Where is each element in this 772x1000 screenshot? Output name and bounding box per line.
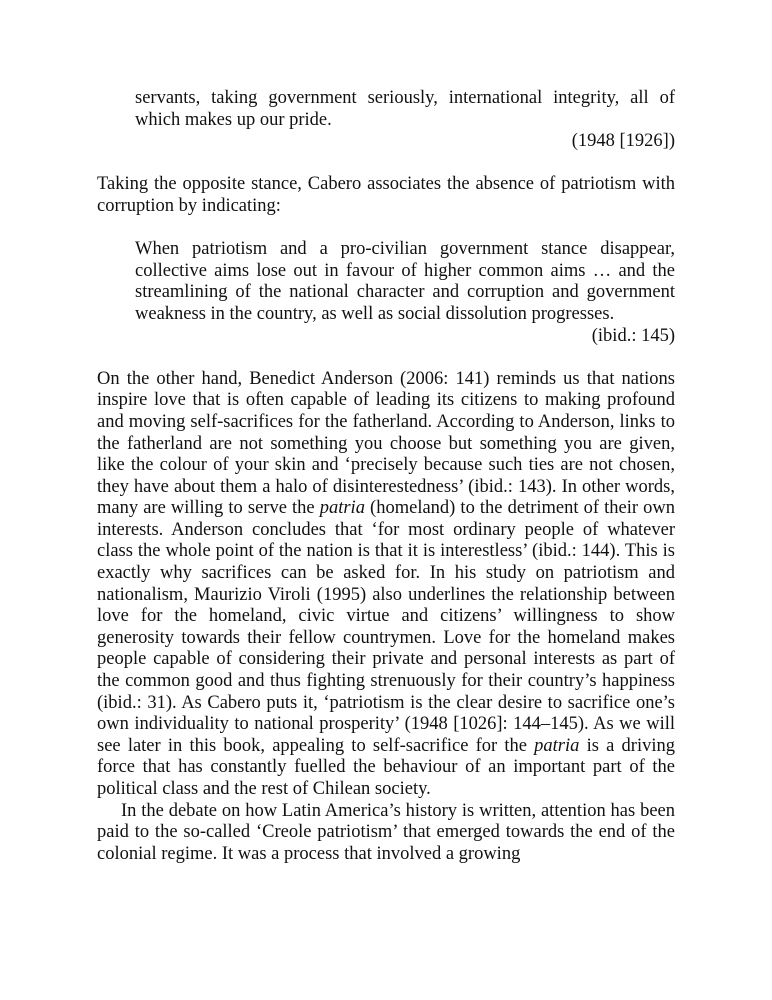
spacer [97,347,675,369]
block-quote-1: servants, taking government seriously, international integrity, all of which makes up our pride. [135,88,675,130]
paragraph-anderson [97,369,675,801]
quote-2-citation: (ibid.: 145) [591,325,675,346]
spacer [97,153,675,175]
quote-1-citation: (1948 [1926]) [571,131,675,152]
italic-term: patria [319,498,365,519]
paragraph-text: (homeland) to the detriment of their own interests. Anderson concludes that ‘for most ordinary people of whatever class the whole point of the nation is that it is interestless’ (ibid.: 144). This is exactly why sacrifices can be asked for. In his study on patriotism and nationalism, Maurizio Viroli (1995) also underlines the relationship between love for the homeland, civic virtue and citizens’ willingness to show generosity towards their fellow countrymen. Love for the homeland makes people capable of considering their private and personal interests as part of the common good and thus fighting strenuously for their country’s happiness (ibid.: 31). As Cabero puts it, ‘patriotism is the clear desire to sacrifice one’s own individuality to national prosperity’ (1948 [1026]: 144–145). As we will see later in this book, appealing to self-sacrifice for the [97,498,675,756]
italic-term: patria [534,735,580,756]
paragraph-intro: Taking the opposite stance, Cabero associates the absence of patriotism with corruption by indicating: [97,174,675,216]
paragraph-creole: In the debate on how Latin America’s history is written, attention has been paid to the so-called ‘Creole patriotism’ that emerged towards the end of the colonial regime. It was a process that involved a growing [97,800,675,864]
document-page [97,88,675,865]
paragraph-text: is a driving force that has constantly fuelled the behaviour of an important part of the political class and the rest of Chilean society. [97,735,675,799]
block-quote-2: When patriotism and a pro-civilian government stance disappear, collective aims lose out in favour of higher common aims … and the streamlining of the national character and corruption and government weakness in the country, as well as social dissolution progresses. [135,239,675,324]
spacer [97,218,675,240]
paragraph-text: On the other hand, Benedict Anderson (2006: 141) reminds us that nations inspire love that is often capable of leading its citizens to making profound and moving self-sacrifices for the fatherland. According to Anderson, links to the fatherland are not something you choose but something you are given, like the colour of your skin and ‘precisely because such ties are not chosen, they have about them a halo of disinterestedness’ (ibid.: 143). In other words, many are willing to serve the [97,368,675,519]
